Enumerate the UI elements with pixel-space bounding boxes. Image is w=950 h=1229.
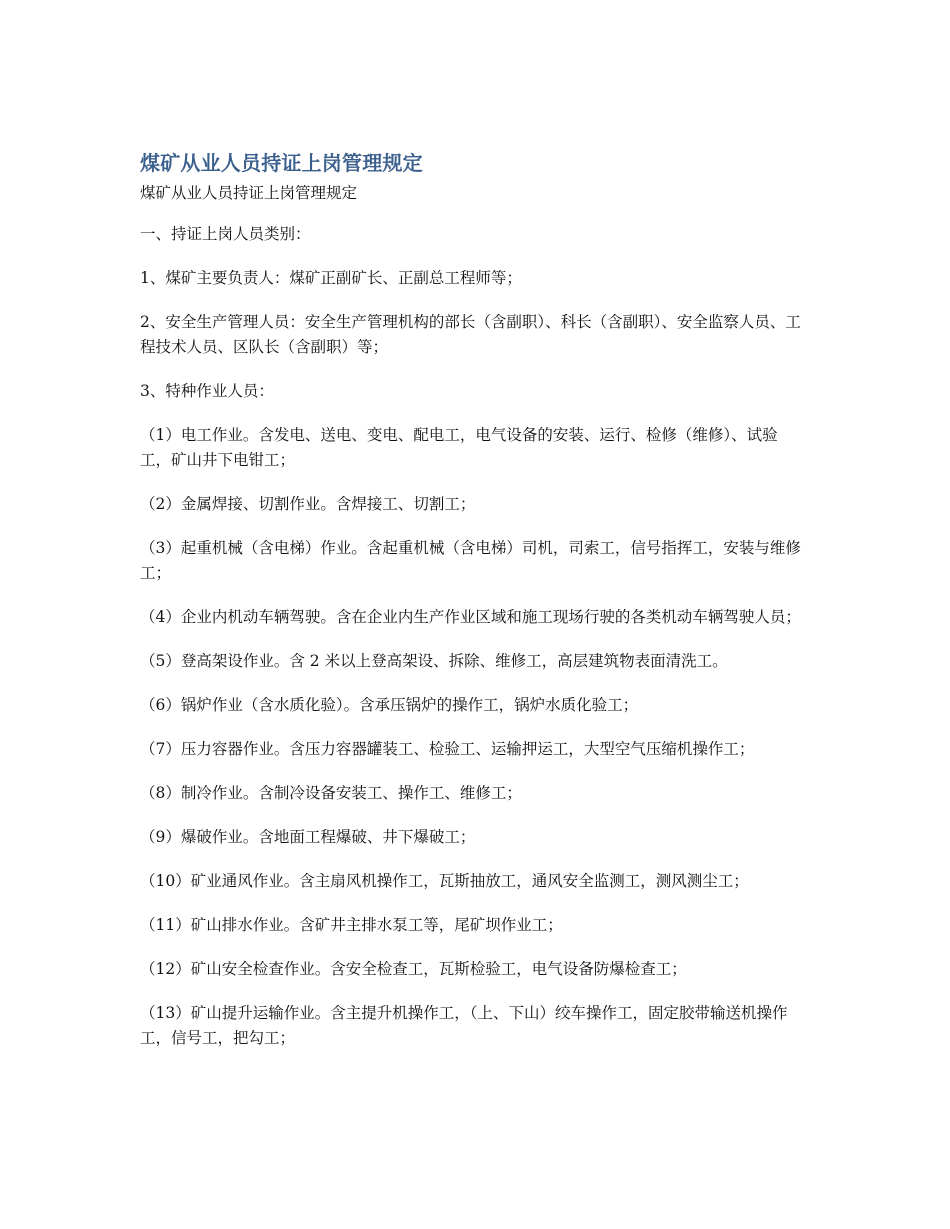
paragraph-item-6: （6）锅炉作业（含水质化验）。含承压锅炉的操作工，锅炉水质化验工； <box>140 696 639 714</box>
paragraph-special-operators: 3、特种作业人员： <box>140 382 274 400</box>
document-subtitle: 煤矿从业人员持证上岗管理规定 <box>140 184 358 202</box>
paragraph-item-12: （12）矿山安全检查作业。含安全检查工，瓦斯检验工，电气设备防爆检查工； <box>140 960 687 978</box>
paragraph-item-1: （1）电工作业。含发电、送电、变电、配电工，电气设备的安装、运行、检修（维修）、试验工，矿山井下电钳工； <box>140 426 778 469</box>
paragraph-item-8: （8）制冷作业。含制冷设备安装工、操作工、维修工； <box>140 784 522 802</box>
paragraph-safety-managers: 2、安全生产管理人员：安全生产管理机构的部长（含副职）、科长（含副职）、安全监察人员、工程技术人员、区队长（含副职）等； <box>140 313 801 356</box>
paragraph-principal-persons: 1、煤矿主要负责人：煤矿正副矿长、正副总工程师等； <box>140 269 522 287</box>
paragraph-item-11: （11）矿山排水作业。含矿井主排水泵工等，尾矿坝作业工； <box>140 916 563 934</box>
document-title: 煤矿从业人员持证上岗管理规定 <box>140 151 423 175</box>
paragraph-item-13: （13）矿山提升运输作业。含主提升机操作工，（上、下山）绞车操作工，固定胶带输送机操作工，信号工，把勾工； <box>140 1004 788 1047</box>
paragraph-category-heading: 一、持证上岗人员类别： <box>140 225 311 243</box>
paragraph-item-9: （9）爆破作业。含地面工程爆破、井下爆破工； <box>140 828 476 846</box>
paragraph-item-4: （4）企业内机动车辆驾驶。含在企业内生产作业区域和施工现场行驶的各类机动车辆驾驶人员； <box>140 608 801 626</box>
paragraph-item-5: （5）登高架设作业。含 2 米以上登高架设、拆除、维修工，高层建筑物表面清洗工。 <box>140 652 728 670</box>
paragraph-item-3: （3）起重机械（含电梯）作业。含起重机械（含电梯）司机，司索工，信号指挥工，安装与维修工； <box>140 539 801 582</box>
document-body <box>140 146 808 1070</box>
paragraph-item-7: （7）压力容器作业。含压力容器罐装工、检验工、运输押运工，大型空气压缩机操作工； <box>140 740 755 758</box>
paragraph-item-2: （2）金属焊接、切割作业。含焊接工、切割工； <box>140 495 476 513</box>
paragraph-item-10: （10）矿业通风作业。含主扇风机操作工，瓦斯抽放工，通风安全监测工，测风测尘工； <box>140 872 749 890</box>
